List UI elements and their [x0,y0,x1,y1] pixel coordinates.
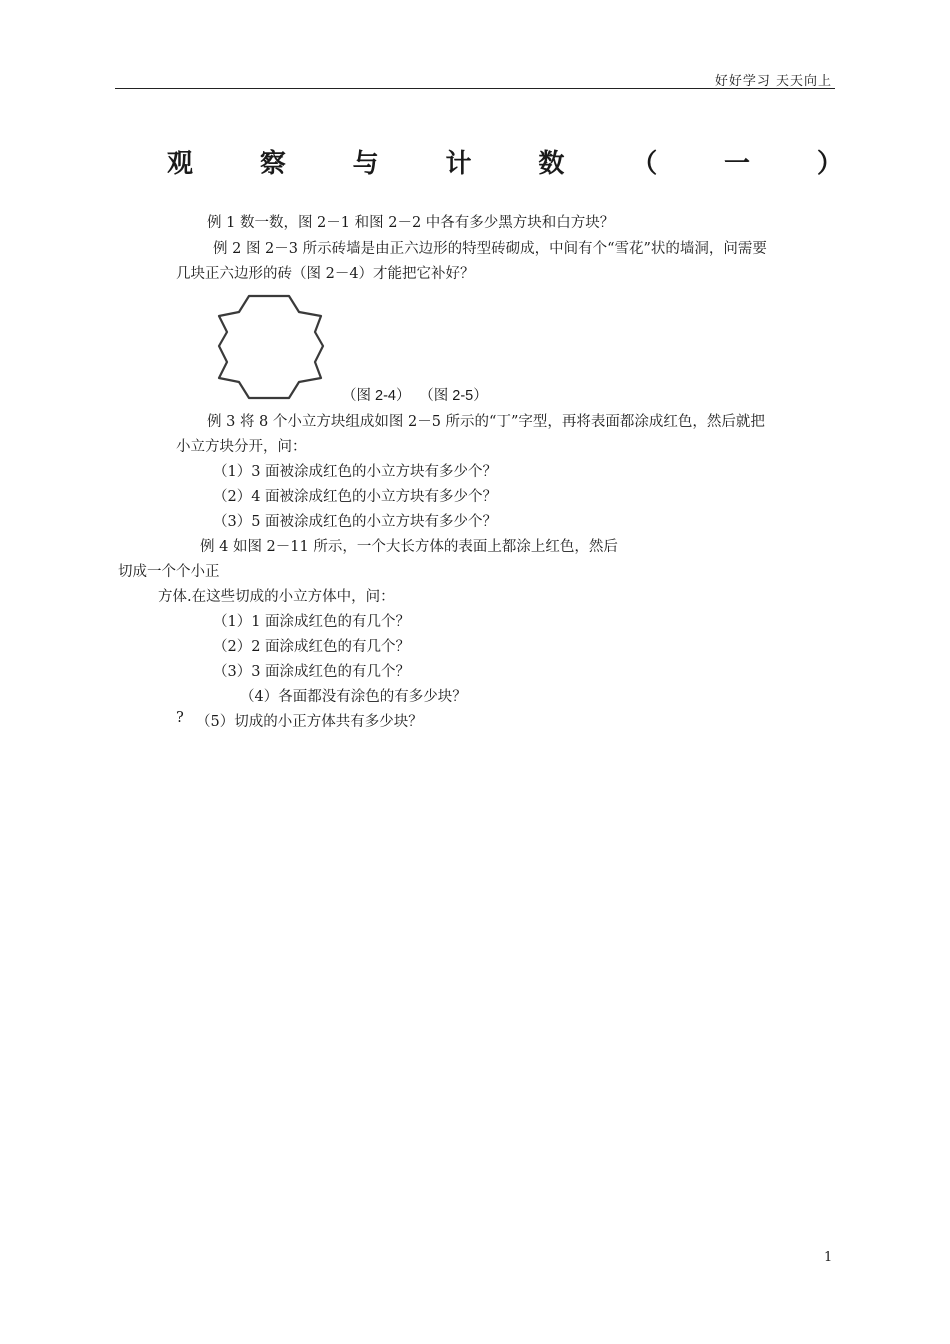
example-3-question-2: （2）4 面被涂成红色的小立方块有多少个？ [213,489,498,505]
example-3-question-1: （1）3 面被涂成红色的小立方块有多少个？ [213,464,498,480]
title-char: ） [816,149,843,179]
snowflake-outline-icon [215,290,327,402]
figure-captions [342,384,504,405]
example-1-text: 例 1 数一数，图 2－1 和图 2－2 中各有多少黑方块和白方块？ [207,215,615,231]
title-char: 数 [538,149,565,179]
header-rule [115,88,835,89]
example-4-line-3: 方体.在这些切成的小立方体中，问： [158,589,395,605]
page-number: 1 [824,1250,833,1265]
header-text: 好好学习 天天向上 [714,74,832,89]
title-char: （ [631,149,658,179]
example-2-line-1: 例 2 图 2－3 所示砖墙是由正六边形的特型砖砌成，中间有个“雪花”状的墙洞，问需要 [213,241,767,257]
title-char: 察 [259,149,286,179]
example-4-question-1: （1）1 面涂成红色的有几个？ [213,614,411,630]
title-char: 一 [724,149,751,179]
snowflake-hole-figure [215,290,327,406]
example-4-line-2: 切成一个个小正 [118,564,220,580]
example-3-question-3: （3）5 面被涂成红色的小立方块有多少个？ [213,514,498,530]
title-char: 计 [445,149,472,179]
example-3-line-1: 例 3 将 8 个小立方块组成如图 2－5 所示的“丁”字型，再将表面都涂成红色，然后就把 [207,414,765,430]
figure-caption-2-4: （图 2-4） [342,388,411,404]
example-4-question-3: （3）3 面涂成红色的有几个？ [213,664,411,680]
example-4-question-2: （2）2 面涂成红色的有几个？ [213,639,411,655]
example-2-line-2: 几块正六边形的砖（图 2－4）才能把它补好？ [176,266,475,282]
example-3-line-2: 小立方块分开，问： [176,439,307,455]
figure-caption-2-5: （图 2-5） [426,388,488,404]
example-4-question-5: （5）切成的小正方体共有多少块？ [196,714,423,730]
example-4-question-4: （4）各面都没有涂色的有多少块？ [240,689,467,705]
title-char: 与 [352,149,379,179]
page-title [160,143,850,180]
title-char: 观 [166,149,193,179]
example-4-question-5-marker: ? [176,710,184,726]
example-4-line-1: 例 4 如图 2－11 所示，一个大长方体的表面上都涂上红色，然后 [200,539,618,555]
